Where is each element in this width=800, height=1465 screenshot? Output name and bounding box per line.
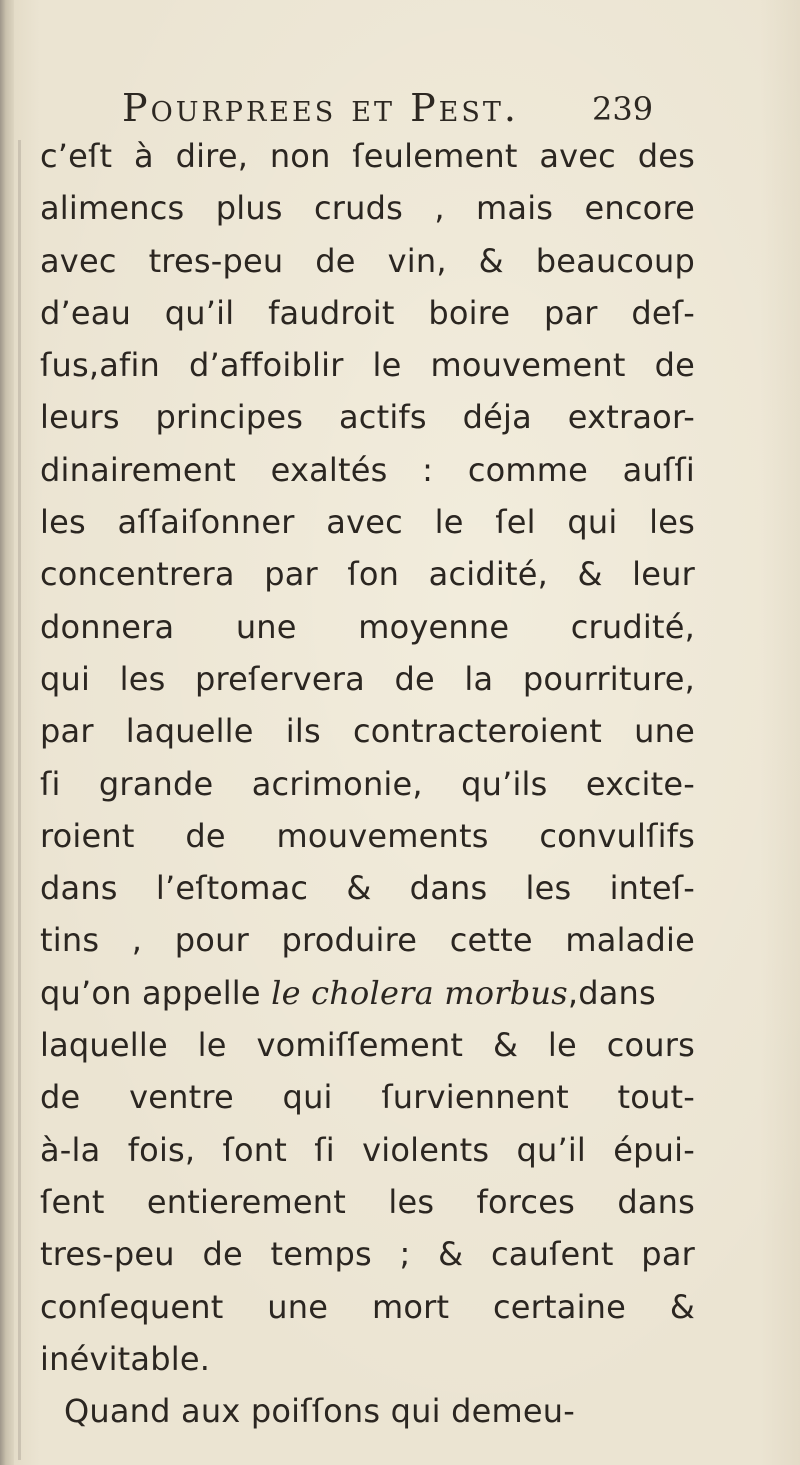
text-line-with-italic xyxy=(40,967,695,1019)
text-line: dans l’eſtomac & dans les inteſ- xyxy=(40,869,695,908)
text-line: ſent entierement les forces dans xyxy=(40,1182,695,1221)
text-line: laquelle le vomiſſement & le cours xyxy=(40,1026,695,1065)
text-line: leurs principes actifs déja extraor- xyxy=(40,398,695,437)
body-text xyxy=(40,130,695,1437)
text-line: d’eau qu’il faudroit boire par deſ- xyxy=(40,293,695,332)
text-line: qui les preſervera de la pourriture, xyxy=(40,659,695,698)
page-gutter-shadow xyxy=(0,0,14,1465)
page-header xyxy=(122,86,722,134)
page-number: 239 xyxy=(592,90,654,128)
text-line: tres-peu de temps ; & cauſent par xyxy=(40,1235,695,1274)
text-line: par laquelle ils contracteroient une xyxy=(40,712,695,751)
text-line: dinairement exaltés : comme auſſi xyxy=(40,450,695,489)
text-line: donnera une moyenne crudité, xyxy=(40,607,695,646)
text-segment: ,dans xyxy=(567,973,656,1012)
text-line: roient de mouvements convulſifs xyxy=(40,816,695,855)
text-line: de ventre qui ſurviennent tout- xyxy=(40,1078,695,1117)
text-line: Quand aux poiſſons qui demeu- xyxy=(64,1392,576,1431)
text-line: conſequent une mort certaine & xyxy=(40,1287,695,1326)
text-line: alimencs plus cruds , mais encore xyxy=(40,189,695,228)
gutter-crease xyxy=(18,140,21,1460)
text-line: les aſſaiſonner avec le ſel qui les xyxy=(40,503,695,542)
text-line: ſus,afin d’affoiblir le mouvement de xyxy=(40,346,695,385)
italic-term: le cholera morbus xyxy=(271,973,568,1012)
text-line: ſi grande acrimonie, qu’ils excite- xyxy=(40,764,695,803)
text-line: concentrera par ſon acidité, & leur xyxy=(40,555,695,594)
text-line: c’eſt à dire, non ſeulement avec des xyxy=(40,137,695,175)
text-line: avec tres-peu de vin, & beaucoup xyxy=(40,241,695,280)
text-line: tins , pour produire cette maladie xyxy=(40,921,695,960)
text-segment: qu’on appelle xyxy=(40,973,261,1012)
text-line: inévitable. xyxy=(40,1339,211,1378)
running-title: Pourprees et Pest. xyxy=(122,86,519,130)
text-line: à-la fois, ſont ſi violents qu’il épui- xyxy=(40,1130,695,1169)
